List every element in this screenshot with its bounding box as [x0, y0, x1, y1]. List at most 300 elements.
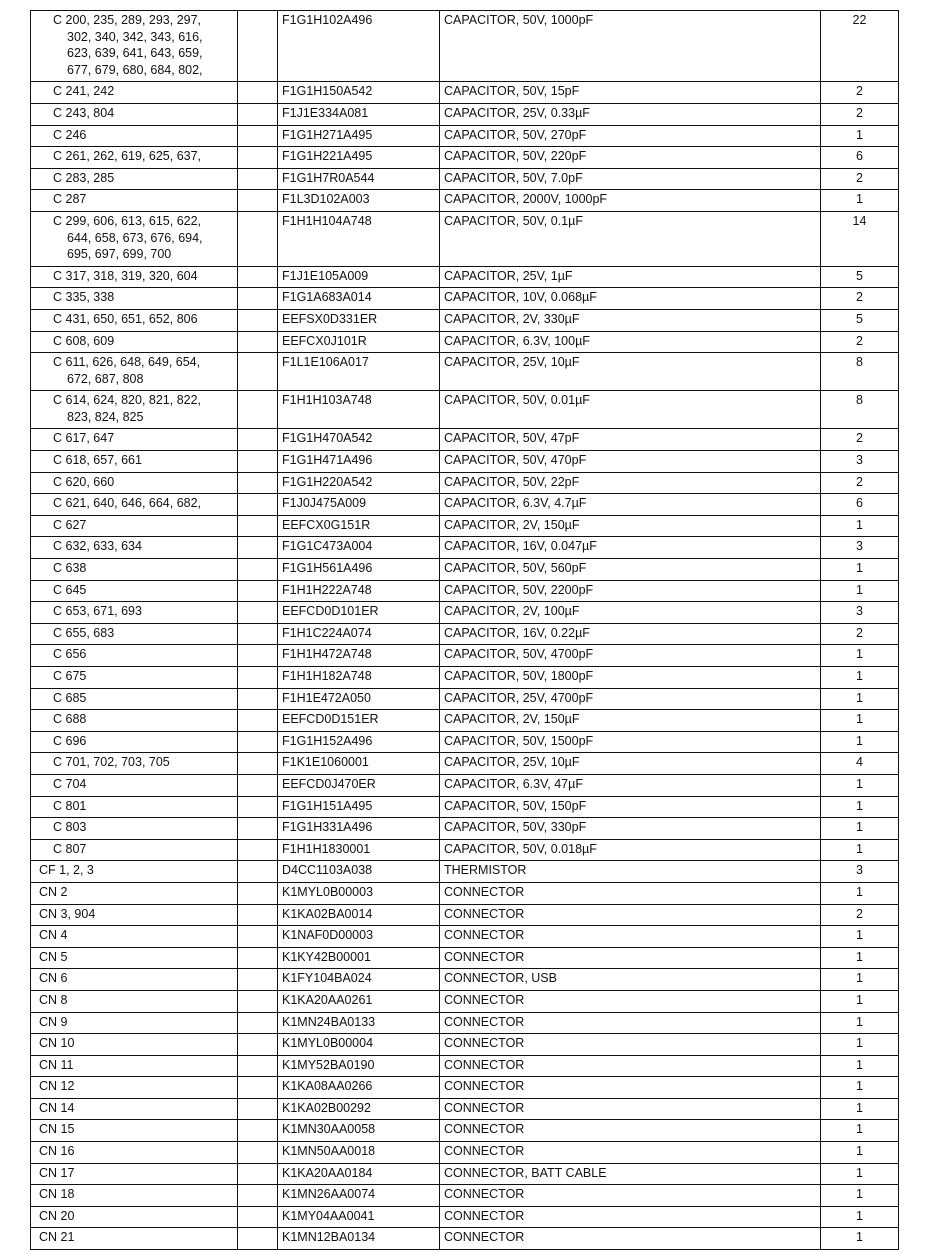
ref-designator-line: C 638: [53, 561, 87, 576]
ref-designator-line: 672, 687, 808: [67, 371, 144, 386]
table-row: [31, 288, 899, 310]
description-cell: CONNECTOR: [440, 1142, 821, 1164]
quantity-cell: 2: [821, 168, 899, 190]
table-row: [31, 602, 899, 624]
part-number-cell: F1G1A683A014: [278, 288, 440, 310]
table-row: [31, 1120, 899, 1142]
quantity-cell: 2: [821, 82, 899, 104]
part-number-cell: F1J0J475A009: [278, 494, 440, 516]
ref-designator-cell: [31, 168, 238, 190]
description-cell: THERMISTOR: [440, 861, 821, 883]
table-row: [31, 818, 899, 840]
ref-designator-line: C 645: [53, 582, 87, 597]
part-number-cell: F1G1H471A496: [278, 451, 440, 473]
blank-cell: [238, 1098, 278, 1120]
ref-designator-cell: [31, 288, 238, 310]
table-row: [31, 1206, 899, 1228]
description-cell: CAPACITOR, 50V, 22pF: [440, 472, 821, 494]
table-row: [31, 1163, 899, 1185]
ref-designator-cell: [31, 774, 238, 796]
ref-designator-line: C 246: [53, 127, 87, 142]
quantity-cell: 1: [821, 731, 899, 753]
description-cell: CAPACITOR, 16V, 0.047µF: [440, 537, 821, 559]
quantity-cell: 1: [821, 667, 899, 689]
description-cell: CONNECTOR: [440, 1120, 821, 1142]
description-cell: CONNECTOR, BATT CABLE: [440, 1163, 821, 1185]
blank-cell: [238, 904, 278, 926]
quantity-cell: 1: [821, 796, 899, 818]
blank-cell: [238, 1206, 278, 1228]
quantity-cell: 1: [821, 969, 899, 991]
ref-designator-line: C 431, 650, 651, 652, 806: [53, 311, 198, 326]
blank-cell: [238, 168, 278, 190]
parts-list-table: [30, 10, 899, 1250]
ref-designator-cell: [31, 537, 238, 559]
table-row: [31, 623, 899, 645]
ref-designator-line: C 627: [53, 517, 87, 532]
ref-designator-cell: [31, 147, 238, 169]
quantity-cell: 1: [821, 1228, 899, 1250]
description-cell: CONNECTOR: [440, 990, 821, 1012]
ref-designator-cell: [31, 559, 238, 581]
table-row: [31, 391, 899, 429]
description-cell: CAPACITOR, 2000V, 1000pF: [440, 190, 821, 212]
ref-designator-line: 644, 658, 673, 676, 694,: [67, 230, 203, 245]
ref-designator-cell: [31, 1120, 238, 1142]
table-row: [31, 1142, 899, 1164]
ref-designator-line: CN 4: [39, 928, 68, 943]
ref-designator-cell: [31, 1206, 238, 1228]
ref-designator-line: C 618, 657, 661: [53, 453, 142, 468]
part-number-cell: F1G1H152A496: [278, 731, 440, 753]
quantity-cell: 1: [821, 580, 899, 602]
quantity-cell: 5: [821, 309, 899, 331]
ref-designator-line: C 335, 338: [53, 290, 115, 305]
description-cell: CONNECTOR: [440, 882, 821, 904]
ref-designator-line: 695, 697, 699, 700: [67, 247, 172, 262]
ref-designator-cell: [31, 1228, 238, 1250]
quantity-cell: 1: [821, 990, 899, 1012]
quantity-cell: 1: [821, 774, 899, 796]
ref-designator-line: CN 5: [39, 949, 68, 964]
ref-designator-cell: [31, 904, 238, 926]
ref-designator-line: CN 8: [39, 992, 68, 1007]
part-number-cell: K1KA08AA0266: [278, 1077, 440, 1099]
quantity-cell: 1: [821, 710, 899, 732]
quantity-cell: 1: [821, 1055, 899, 1077]
table-row: [31, 353, 899, 391]
ref-designator-cell: [31, 472, 238, 494]
table-row: [31, 774, 899, 796]
quantity-cell: 2: [821, 623, 899, 645]
ref-designator-line: CN 16: [39, 1144, 75, 1159]
ref-designator-cell: [31, 190, 238, 212]
ref-designator-line: CN 2: [39, 884, 68, 899]
ref-designator-line: C 608, 609: [53, 333, 115, 348]
ref-designator-cell: [31, 1077, 238, 1099]
blank-cell: [238, 472, 278, 494]
description-cell: CAPACITOR, 2V, 150µF: [440, 710, 821, 732]
ref-designator-cell: [31, 796, 238, 818]
table-row: [31, 309, 899, 331]
table-row: [31, 125, 899, 147]
ref-designator-line: CN 17: [39, 1165, 75, 1180]
ref-designator-cell: [31, 580, 238, 602]
part-number-cell: K1MYL0B00003: [278, 882, 440, 904]
blank-cell: [238, 774, 278, 796]
description-cell: CAPACITOR, 2V, 150µF: [440, 515, 821, 537]
quantity-cell: 3: [821, 602, 899, 624]
quantity-cell: 5: [821, 266, 899, 288]
ref-designator-line: C 241, 242: [53, 84, 115, 99]
ref-designator-line: C 620, 660: [53, 474, 115, 489]
ref-designator-line: CN 10: [39, 1036, 75, 1051]
blank-cell: [238, 190, 278, 212]
quantity-cell: 4: [821, 753, 899, 775]
quantity-cell: 8: [821, 391, 899, 429]
part-number-cell: F1H1H103A748: [278, 391, 440, 429]
quantity-cell: 6: [821, 494, 899, 516]
part-number-cell: F1G1H221A495: [278, 147, 440, 169]
description-cell: CAPACITOR, 2V, 330µF: [440, 309, 821, 331]
table-row: [31, 861, 899, 883]
ref-designator-cell: [31, 861, 238, 883]
quantity-cell: 2: [821, 288, 899, 310]
table-row: [31, 1185, 899, 1207]
table-row: [31, 753, 899, 775]
part-number-cell: F1L1E106A017: [278, 353, 440, 391]
ref-designator-line: 302, 340, 342, 343, 616,: [67, 29, 203, 44]
description-cell: CONNECTOR: [440, 1034, 821, 1056]
ref-designator-line: C 611, 626, 648, 649, 654,: [53, 355, 201, 370]
part-number-cell: K1KA02B00292: [278, 1098, 440, 1120]
table-row: [31, 1012, 899, 1034]
blank-cell: [238, 82, 278, 104]
ref-designator-cell: [31, 1055, 238, 1077]
ref-designator-line: CN 18: [39, 1187, 75, 1202]
ref-designator-cell: [31, 1034, 238, 1056]
part-number-cell: K1MN50AA0018: [278, 1142, 440, 1164]
quantity-cell: 3: [821, 861, 899, 883]
table-row: [31, 1098, 899, 1120]
table-row: [31, 211, 899, 266]
part-number-cell: K1KA02BA0014: [278, 904, 440, 926]
quantity-cell: 1: [821, 1077, 899, 1099]
table-row: [31, 839, 899, 861]
ref-designator-line: C 287: [53, 192, 87, 207]
blank-cell: [238, 353, 278, 391]
ref-designator-cell: [31, 710, 238, 732]
blank-cell: [238, 580, 278, 602]
blank-cell: [238, 537, 278, 559]
blank-cell: [238, 288, 278, 310]
part-number-cell: EEFCD0J470ER: [278, 774, 440, 796]
quantity-cell: 1: [821, 1206, 899, 1228]
description-cell: CAPACITOR, 6.3V, 100µF: [440, 331, 821, 353]
quantity-cell: 1: [821, 125, 899, 147]
blank-cell: [238, 623, 278, 645]
description-cell: CONNECTOR, USB: [440, 969, 821, 991]
ref-designator-cell: [31, 451, 238, 473]
ref-designator-cell: [31, 947, 238, 969]
ref-designator-cell: [31, 882, 238, 904]
ref-designator-line: CN 14: [39, 1100, 75, 1115]
quantity-cell: 2: [821, 429, 899, 451]
ref-designator-line: C 261, 262, 619, 625, 637,: [53, 149, 202, 164]
ref-designator-cell: [31, 353, 238, 391]
ref-designator-cell: [31, 1163, 238, 1185]
ref-designator-line: C 675: [53, 669, 87, 683]
part-number-cell: F1G1H7R0A544: [278, 168, 440, 190]
ref-designator-cell: [31, 818, 238, 840]
quantity-cell: 1: [821, 1012, 899, 1034]
description-cell: CONNECTOR: [440, 1098, 821, 1120]
ref-designator-cell: [31, 331, 238, 353]
quantity-cell: 2: [821, 103, 899, 125]
description-cell: CAPACITOR, 50V, 0.018µF: [440, 839, 821, 861]
part-number-cell: F1H1H104A748: [278, 211, 440, 266]
part-number-cell: K1MY52BA0190: [278, 1055, 440, 1077]
blank-cell: [238, 688, 278, 710]
quantity-cell: 1: [821, 645, 899, 667]
quantity-cell: 1: [821, 1185, 899, 1207]
table-row: [31, 580, 899, 602]
table-row: [31, 494, 899, 516]
blank-cell: [238, 667, 278, 689]
ref-designator-cell: [31, 753, 238, 775]
blank-cell: [238, 147, 278, 169]
description-cell: CAPACITOR, 25V, 0.33µF: [440, 103, 821, 125]
quantity-cell: 1: [821, 1098, 899, 1120]
quantity-cell: 1: [821, 1120, 899, 1142]
ref-designator-line: C 299, 606, 613, 615, 622,: [53, 213, 202, 228]
blank-cell: [238, 926, 278, 948]
description-cell: CAPACITOR, 25V, 4700pF: [440, 688, 821, 710]
blank-cell: [238, 391, 278, 429]
blank-cell: [238, 211, 278, 266]
part-number-cell: K1KA20AA0261: [278, 990, 440, 1012]
part-number-cell: F1H1E472A050: [278, 688, 440, 710]
blank-cell: [238, 990, 278, 1012]
part-number-cell: F1G1H561A496: [278, 559, 440, 581]
ref-designator-line: CN 12: [39, 1079, 75, 1094]
part-number-cell: K1KY42B00001: [278, 947, 440, 969]
blank-cell: [238, 818, 278, 840]
quantity-cell: 1: [821, 947, 899, 969]
blank-cell: [238, 1077, 278, 1099]
ref-designator-cell: [31, 969, 238, 991]
ref-designator-line: CN 3, 904: [39, 906, 96, 921]
description-cell: CAPACITOR, 50V, 1000pF: [440, 11, 821, 82]
quantity-cell: 14: [821, 211, 899, 266]
ref-designator-line: CN 15: [39, 1122, 75, 1137]
blank-cell: [238, 796, 278, 818]
description-cell: CAPACITOR, 50V, 47pF: [440, 429, 821, 451]
part-number-cell: K1FY104BA024: [278, 969, 440, 991]
part-number-cell: F1G1H102A496: [278, 11, 440, 82]
quantity-cell: 1: [821, 559, 899, 581]
part-number-cell: K1MN26AA0074: [278, 1185, 440, 1207]
ref-designator-line: C 617, 647: [53, 431, 115, 446]
part-number-cell: F1J1E334A081: [278, 103, 440, 125]
table-row: [31, 688, 899, 710]
blank-cell: [238, 969, 278, 991]
part-number-cell: F1H1H222A748: [278, 580, 440, 602]
ref-designator-line: CN 21: [39, 1230, 75, 1245]
table-row: [31, 82, 899, 104]
blank-cell: [238, 125, 278, 147]
quantity-cell: 1: [821, 190, 899, 212]
ref-designator-line: C 621, 640, 646, 664, 682,: [53, 496, 202, 511]
description-cell: CONNECTOR: [440, 1228, 821, 1250]
blank-cell: [238, 1012, 278, 1034]
blank-cell: [238, 559, 278, 581]
ref-designator-cell: [31, 667, 238, 689]
ref-designator-cell: [31, 125, 238, 147]
quantity-cell: 3: [821, 451, 899, 473]
ref-designator-line: C 317, 318, 319, 320, 604: [53, 268, 198, 283]
quantity-cell: 1: [821, 515, 899, 537]
description-cell: CAPACITOR, 25V, 10µF: [440, 353, 821, 391]
ref-designator-line: C 701, 702, 703, 705: [53, 755, 170, 770]
ref-designator-cell: [31, 602, 238, 624]
ref-designator-cell: [31, 11, 238, 82]
blank-cell: [238, 331, 278, 353]
blank-cell: [238, 861, 278, 883]
part-number-cell: F1L3D102A003: [278, 190, 440, 212]
description-cell: CAPACITOR, 50V, 1500pF: [440, 731, 821, 753]
description-cell: CONNECTOR: [440, 904, 821, 926]
blank-cell: [238, 309, 278, 331]
ref-designator-line: C 688: [53, 712, 87, 727]
part-number-cell: F1G1H331A496: [278, 818, 440, 840]
part-number-cell: F1G1H220A542: [278, 472, 440, 494]
part-number-cell: F1G1C473A004: [278, 537, 440, 559]
ref-designator-cell: [31, 645, 238, 667]
table-row: [31, 904, 899, 926]
blank-cell: [238, 515, 278, 537]
description-cell: CAPACITOR, 50V, 2200pF: [440, 580, 821, 602]
part-number-cell: F1H1H1830001: [278, 839, 440, 861]
ref-designator-line: CN 20: [39, 1208, 75, 1223]
ref-designator-cell: [31, 309, 238, 331]
quantity-cell: 1: [821, 818, 899, 840]
description-cell: CONNECTOR: [440, 926, 821, 948]
blank-cell: [238, 710, 278, 732]
ref-designator-line: C 685: [53, 690, 87, 705]
ref-designator-cell: [31, 494, 238, 516]
description-cell: CAPACITOR, 25V, 10µF: [440, 753, 821, 775]
table-row: [31, 731, 899, 753]
part-number-cell: F1G1H470A542: [278, 429, 440, 451]
table-row: [31, 796, 899, 818]
description-cell: CAPACITOR, 6.3V, 4.7µF: [440, 494, 821, 516]
quantity-cell: 2: [821, 904, 899, 926]
table-row: [31, 645, 899, 667]
quantity-cell: 1: [821, 882, 899, 904]
table-row: [31, 11, 899, 82]
description-cell: CAPACITOR, 50V, 560pF: [440, 559, 821, 581]
quantity-cell: 2: [821, 472, 899, 494]
ref-designator-cell: [31, 266, 238, 288]
ref-designator-cell: [31, 990, 238, 1012]
ref-designator-cell: [31, 1142, 238, 1164]
table-row: [31, 103, 899, 125]
ref-designator-line: C 653, 671, 693: [53, 604, 142, 619]
blank-cell: [238, 602, 278, 624]
ref-designator-line: 677, 679, 680, 684, 802,: [67, 62, 203, 77]
quantity-cell: 1: [821, 926, 899, 948]
part-number-cell: F1H1H182A748: [278, 667, 440, 689]
ref-designator-line: CN 9: [39, 1014, 68, 1029]
ref-designator-cell: [31, 926, 238, 948]
description-cell: CAPACITOR, 50V, 330pF: [440, 818, 821, 840]
blank-cell: [238, 645, 278, 667]
ref-designator-line: C 801: [53, 798, 87, 813]
blank-cell: [238, 753, 278, 775]
description-cell: CAPACITOR, 25V, 1µF: [440, 266, 821, 288]
ref-designator-line: C 655, 683: [53, 625, 115, 640]
part-number-cell: EEFCD0D151ER: [278, 710, 440, 732]
ref-designator-line: CF 1, 2, 3: [39, 863, 94, 878]
description-cell: CAPACITOR, 50V, 150pF: [440, 796, 821, 818]
ref-designator-cell: [31, 688, 238, 710]
ref-designator-cell: [31, 103, 238, 125]
part-number-cell: K1MN12BA0134: [278, 1228, 440, 1250]
blank-cell: [238, 1055, 278, 1077]
part-number-cell: F1G1H150A542: [278, 82, 440, 104]
quantity-cell: 1: [821, 688, 899, 710]
ref-designator-cell: [31, 211, 238, 266]
description-cell: CAPACITOR, 50V, 0.01µF: [440, 391, 821, 429]
quantity-cell: 22: [821, 11, 899, 82]
blank-cell: [238, 1034, 278, 1056]
description-cell: CAPACITOR, 10V, 0.068µF: [440, 288, 821, 310]
part-number-cell: F1G1H271A495: [278, 125, 440, 147]
table-row: [31, 190, 899, 212]
table-row: [31, 429, 899, 451]
blank-cell: [238, 882, 278, 904]
quantity-cell: 2: [821, 331, 899, 353]
quantity-cell: 3: [821, 537, 899, 559]
ref-designator-cell: [31, 1012, 238, 1034]
ref-designator-line: C 704: [53, 776, 87, 791]
table-row: [31, 882, 899, 904]
table-row: [31, 1055, 899, 1077]
table-row: [31, 537, 899, 559]
table-row: [31, 266, 899, 288]
ref-designator-line: 623, 639, 641, 643, 659,: [67, 46, 203, 61]
description-cell: CAPACITOR, 50V, 4700pF: [440, 645, 821, 667]
ref-designator-cell: [31, 839, 238, 861]
table-row: [31, 969, 899, 991]
ref-designator-cell: [31, 1098, 238, 1120]
ref-designator-cell: [31, 391, 238, 429]
part-number-cell: EEFSX0D331ER: [278, 309, 440, 331]
blank-cell: [238, 266, 278, 288]
part-number-cell: F1K1E1060001: [278, 753, 440, 775]
part-number-cell: F1H1C224A074: [278, 623, 440, 645]
blank-cell: [238, 103, 278, 125]
table-row: [31, 1034, 899, 1056]
ref-designator-cell: [31, 515, 238, 537]
description-cell: CONNECTOR: [440, 1206, 821, 1228]
part-number-cell: D4CC1103A038: [278, 861, 440, 883]
blank-cell: [238, 1120, 278, 1142]
table-row: [31, 990, 899, 1012]
description-cell: CONNECTOR: [440, 1185, 821, 1207]
part-number-cell: K1MYL0B00004: [278, 1034, 440, 1056]
